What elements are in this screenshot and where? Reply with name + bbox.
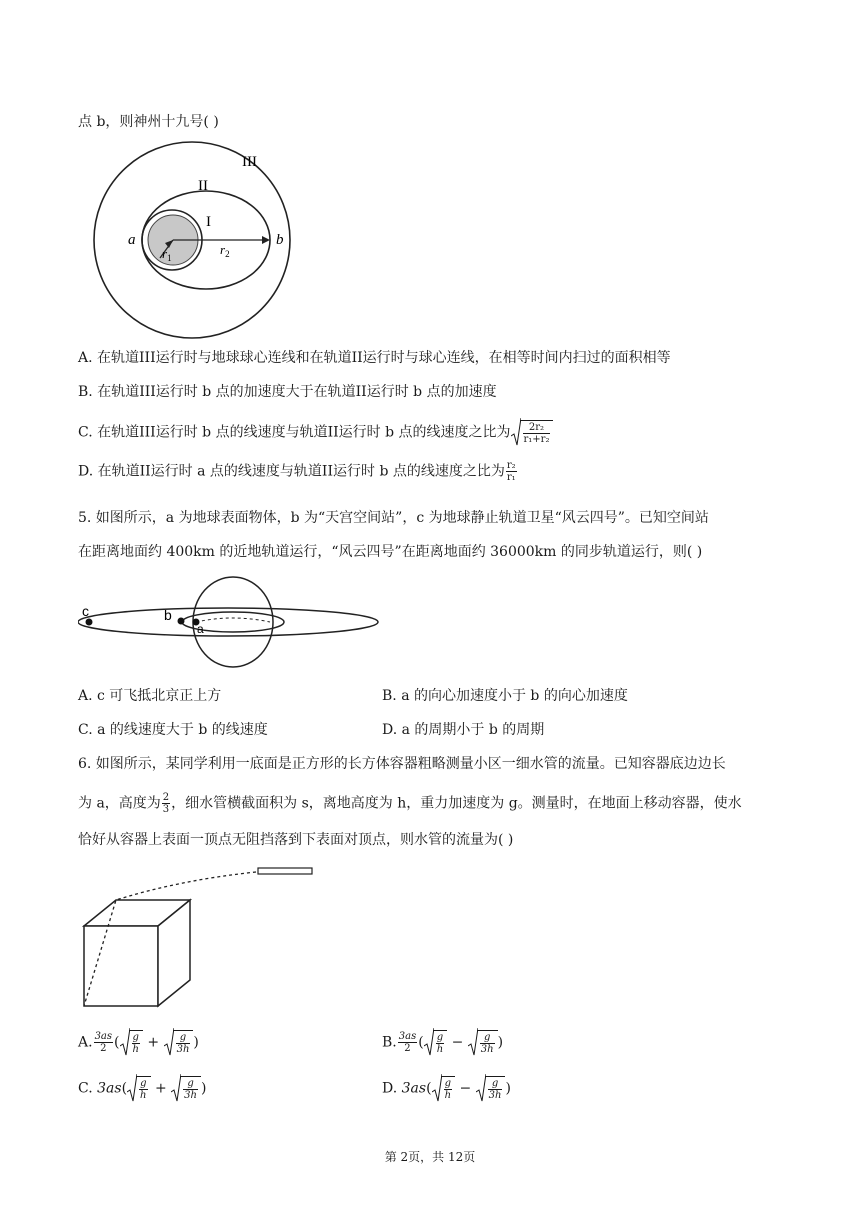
q4-option-a: A. 在轨道III运行时与地球球心连线和在轨道II运行时与球心连线，在相等时间内扫过的面积相等 <box>78 350 671 366</box>
sqrt-c: $\frac{\text{2r₂}}{\text{r₁+r₂}}$ <box>511 420 554 445</box>
label-r1: $r_1$ <box>162 246 172 263</box>
label-r2: $r_2$ <box>220 242 230 259</box>
q6-line2: 为 a，高度为 $\frac{2}{3}$ ，细水管横截面积为 s，离地高度为 h，重力加速度为 g。测量时，在地面上移动容器，使水 <box>78 792 742 815</box>
q6-line1: 6. 如图所示，某同学利用一底面是正方形的长方体容器粗略测量小区一细水管的流量。已知容器底边边长 <box>78 756 726 772</box>
q4-intro: 点 b，则神州十九号( ) <box>78 114 219 130</box>
q5-option-b: B. a 的向心加速度小于 b 的向心加速度 <box>382 688 628 704</box>
label-c: c <box>82 603 89 619</box>
label-I: I <box>206 214 211 230</box>
label-a: a <box>128 232 136 248</box>
water-pipe <box>258 868 312 874</box>
q4-option-c: C. 在轨道III运行时 b 点的线速度与轨道II运行时 b 点的线速度之比为 $\frac{\text{2r₂}}{\text{r₁+r₂}}$ <box>78 420 553 445</box>
point-b <box>178 618 185 625</box>
label-b: b <box>276 232 284 248</box>
label-a: a <box>197 622 204 636</box>
label-b: b <box>164 607 172 623</box>
q5-option-c: C. a 的线速度大于 b 的线速度 <box>78 722 268 738</box>
q5-option-d: D. a 的周期小于 b 的周期 <box>382 722 545 738</box>
q4-option-d: D. 在轨道II运行时 a 点的线速度与轨道II运行时 b 点的线速度之比为 $\frac{\text{r₂}}{\text{r₁}}$ <box>78 460 516 483</box>
label-II: II <box>198 178 208 194</box>
point-c <box>86 619 93 626</box>
q5-line2: 在距离地面约 400km 的近地轨道运行，“风云四号”在距离地面约 36000km 的同步轨道运行，则( ) <box>78 544 703 560</box>
page-footer: 第 2页，共 12页 <box>384 1150 476 1164</box>
q6-line3: 恰好从容器上表面一顶点无阻挡落到下表面对顶点，则水管的流量为( ) <box>78 832 514 848</box>
q6-option-d: D. 3as( $\frac{g}{h}$ − $\frac{g}{3h}$ ) <box>382 1076 511 1101</box>
container-diagram <box>80 862 320 1012</box>
q6-option-b: B. $\frac{3as}{2}$ ( $\frac{g}{h}$ − $\frac{g}{3h}$ ) <box>382 1030 503 1055</box>
orbit-diagram <box>80 140 310 340</box>
q6-option-a: A. $\frac{3as}{2}$ ( $\frac{g}{h}$ + $\frac{g}{3h}$ ) <box>78 1030 199 1055</box>
earth-orbit-diagram <box>78 574 383 669</box>
q6-option-c: C. 3as( $\frac{g}{h}$ + $\frac{g}{3h}$ ) <box>78 1076 206 1101</box>
q5-line1: 5. 如图所示，a 为地球表面物体，b 为“天宫空间站”，c 为地球静止轨道卫星“风云四号”。已知空间站 <box>78 510 709 526</box>
label-III: III <box>242 154 257 170</box>
q5-option-a: A. c 可飞抵北京正上方 <box>78 688 222 704</box>
q4-option-b: B. 在轨道III运行时 b 点的加速度大于在轨道II运行时 b 点的加速度 <box>78 384 497 400</box>
earth-sphere <box>193 577 273 667</box>
